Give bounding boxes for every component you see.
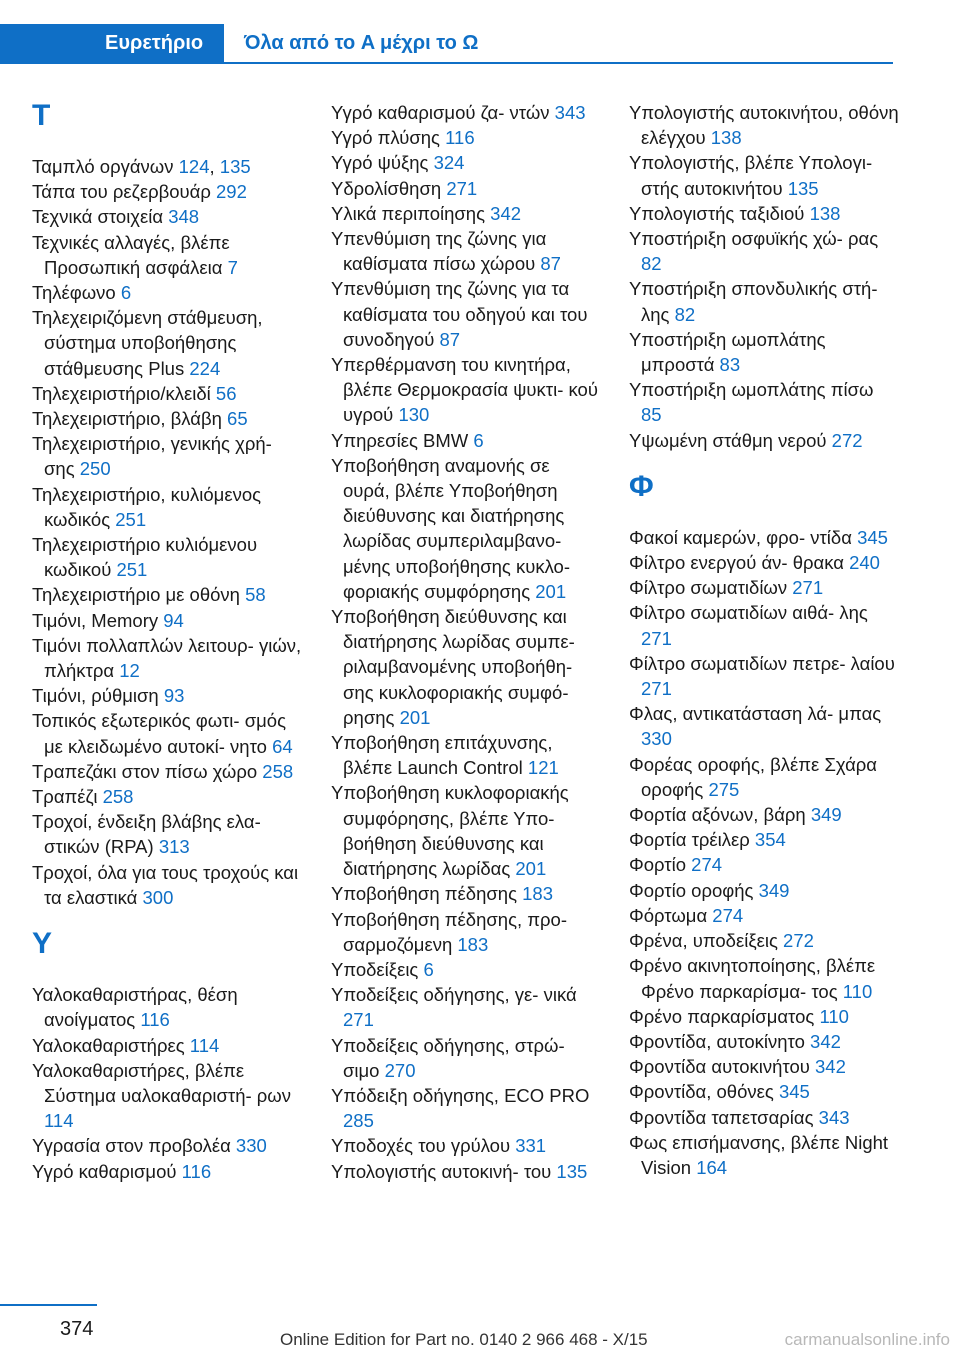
index-entry-text: Υποβοήθηση πέδησης xyxy=(331,883,523,905)
index-entry xyxy=(629,953,899,1003)
page-link[interactable]: 240 xyxy=(849,552,880,574)
index-entry-text: Τιμόνι πολλαπλών λειτουρ- γιών, πλήκτρα xyxy=(32,634,302,682)
index-entry xyxy=(331,1159,601,1184)
index-entry-text: Φορτία τρέιλερ xyxy=(629,829,755,851)
index-entry xyxy=(629,827,899,852)
page-link[interactable]: 345 xyxy=(857,526,888,548)
index-entry-text: Υψωμένη στάθμη νερού xyxy=(629,429,832,451)
index-entry xyxy=(629,327,899,377)
page-link[interactable]: 58 xyxy=(245,584,266,606)
page-link[interactable]: 271 xyxy=(343,1009,374,1031)
page-link[interactable]: 349 xyxy=(810,804,842,826)
index-entry-text: Φίλτρο ενεργού άν- θρακα xyxy=(629,552,850,574)
index-entry xyxy=(32,683,302,708)
index-entry xyxy=(32,633,302,683)
index-entry-text: Φορτίο οροφής xyxy=(629,879,759,901)
page-link[interactable]: 201 xyxy=(399,706,431,728)
page-link[interactable]: 138 xyxy=(809,202,841,224)
index-entry-text: Υποδείξεις οδήγησης, στρώ- σιμο xyxy=(331,1034,565,1081)
index-entry xyxy=(629,1079,899,1104)
index-entry-text: Υπενθύμιση της ζώνης για τα καθίσματα του οδηγού και του συνοδηγού xyxy=(331,278,588,350)
header-bar xyxy=(0,24,893,64)
index-entry-text: Υπολογιστής ταξιδιού xyxy=(629,202,810,224)
page-link[interactable]: 83 xyxy=(719,354,741,376)
index-entry-text: Φορτία αξόνων, βάρη xyxy=(629,804,811,826)
page-link[interactable]: 64 xyxy=(272,735,293,757)
page-link[interactable]: 114 xyxy=(44,1110,74,1132)
page-link[interactable]: 343 xyxy=(554,102,586,123)
index-entry-text: Υποστήριξη σπονδυλικής στή- λης xyxy=(629,278,878,325)
index-entry-text: Φροντίδα, αυτοκίνητο xyxy=(629,1030,811,1052)
index-entry xyxy=(331,604,601,730)
page-link[interactable]: 342 xyxy=(490,202,522,224)
index-entry-text: Τοπικός εξωτερικός φωτι- σμός με κλειδωμένο αυτοκί- νητο xyxy=(32,710,286,757)
footer-rule xyxy=(0,1304,97,1306)
index-entry xyxy=(629,377,899,427)
index-entry xyxy=(629,226,899,276)
index-entry xyxy=(331,730,601,780)
page-link[interactable]: 342 xyxy=(810,1030,841,1052)
index-entry-text: Υδρολίσθηση xyxy=(331,177,447,199)
index-entry-text: Φροντίδα, οθόνες xyxy=(629,1081,779,1103)
index-entry xyxy=(331,150,601,175)
page-link[interactable]: 121 xyxy=(527,757,559,779)
index-entry xyxy=(331,276,601,352)
index-entry-text: Φρένο ακινητοποίησης, βλέπε Φρένο παρκαρίσμα- τος xyxy=(629,955,876,1002)
index-entry xyxy=(629,525,899,550)
page-link[interactable]: 271 xyxy=(641,678,672,700)
index-entry-text: Τεχνικές αλλαγές, βλέπε Προσωπική ασφάλεια xyxy=(32,231,230,278)
index-entry-text: Τροχοί, όλα για τους τροχούς και τα ελαστικά xyxy=(32,861,299,908)
page-link[interactable]: 331 xyxy=(515,1135,547,1157)
index-entry xyxy=(629,428,899,453)
page-link[interactable]: 271 xyxy=(446,177,478,199)
index-column-1 xyxy=(32,100,302,1184)
index-entry xyxy=(629,1130,899,1180)
index-entry xyxy=(331,125,601,150)
index-entry-text: Τιμόνι, Memory xyxy=(32,609,164,631)
index-entry xyxy=(629,701,899,751)
index-entry xyxy=(32,280,302,305)
index-entry xyxy=(629,878,899,903)
page-link[interactable]: 354 xyxy=(754,829,786,851)
page-link[interactable]: 285 xyxy=(343,1110,374,1132)
index-entry-text: Υπολογιστής, βλέπε Υπολογι- στής αυτοκινήτου xyxy=(629,152,873,199)
index-letter-heading: Υ xyxy=(32,927,53,961)
index-entry xyxy=(331,453,601,604)
index-entry-text: Υπηρεσίες BMW xyxy=(331,429,474,451)
index-entry xyxy=(629,600,899,650)
page-link[interactable]: 135 xyxy=(787,177,819,199)
index-entry-text: Υγρό πλύσης xyxy=(331,127,446,149)
page-link[interactable]: 324 xyxy=(433,152,465,174)
page-link[interactable]: 6 xyxy=(120,282,132,304)
index-entry-text: Υποστήριξη ωμοπλάτης μπροστά xyxy=(629,328,826,376)
index-entry xyxy=(629,1105,899,1130)
watermark: carmanualsonline.info xyxy=(784,1330,950,1349)
index-entry-text: Τροχοί, ένδειξη βλάβης ελα- στικών (RPA) xyxy=(32,811,261,858)
index-entry-text: Υποβοήθηση πέδησης, προ- σαρμοζόμενη xyxy=(331,908,568,955)
index-entry-text: Υλικά περιποίησης xyxy=(331,202,491,224)
index-entry xyxy=(32,1133,302,1158)
index-entry-text: Υγρό ψύξης xyxy=(331,152,434,174)
index-entry-text: Τάπα του ρεζερβουάρ xyxy=(32,181,216,203)
page-link[interactable]: 224 xyxy=(189,357,221,379)
page-link[interactable]: 250 xyxy=(79,458,111,480)
index-entry-text: Τηλέφωνο xyxy=(32,282,121,304)
page-link[interactable]: 271 xyxy=(792,577,824,599)
index-entry-text: Τηλεχειριστήριο, βλάβη xyxy=(32,408,228,430)
page-link[interactable]: 116 xyxy=(181,1160,212,1182)
index-entry-text: Φως επισήμανσης, βλέπε Night Vision xyxy=(629,1131,889,1178)
index-entry xyxy=(629,1054,899,1079)
index-entry xyxy=(629,1029,899,1054)
index-entry-text: Τηλεχειριστήριο με οθόνη xyxy=(32,584,246,606)
page-link[interactable]: 116 xyxy=(140,1009,170,1031)
index-column-2 xyxy=(331,100,601,1184)
page-link[interactable]: 183 xyxy=(457,933,489,955)
index-entry-text: Υποστήριξη ωμοπλάτης πίσω xyxy=(629,379,874,401)
page-link[interactable]: 130 xyxy=(398,404,430,426)
index-entry xyxy=(32,1058,302,1134)
index-entry-text: Υποδείξεις xyxy=(331,958,424,980)
page-link[interactable]: 258 xyxy=(262,760,294,782)
page-link[interactable]: 348 xyxy=(168,206,200,228)
index-entry xyxy=(32,154,302,179)
page-link[interactable]: 56 xyxy=(215,382,237,404)
index-entry-text: Υποδείξεις οδήγησης, γε- νικά xyxy=(331,984,577,1006)
page-link[interactable]: 251 xyxy=(116,559,148,581)
index-entry xyxy=(331,352,601,428)
page-link[interactable]: 313 xyxy=(158,836,190,858)
index-entry xyxy=(32,708,302,758)
index-column-3 xyxy=(629,100,899,1180)
index-letter-heading: Τ xyxy=(32,99,51,132)
index-entry-text: Υαλοκαθαριστήρες, βλέπε Σύστημα υαλοκαθαριστή- ρων xyxy=(32,1059,292,1106)
index-entry xyxy=(629,575,899,600)
index-entry-text: Υγρασία στον προβολέα xyxy=(32,1135,236,1157)
page-link[interactable]: 65 xyxy=(227,408,248,430)
edition-note: Online Edition for Part no. 0140 2 966 468 - X/15 xyxy=(280,1330,648,1349)
index-entry xyxy=(629,1004,899,1029)
index-entry xyxy=(331,957,601,982)
index-entry xyxy=(32,1033,302,1058)
page-link[interactable]: 272 xyxy=(783,930,814,952)
page-link[interactable]: 201 xyxy=(515,858,547,880)
page-link[interactable]: 270 xyxy=(384,1059,416,1081)
page-link[interactable]: 251 xyxy=(115,508,147,530)
index-entry xyxy=(629,928,899,953)
page-link[interactable]: 201 xyxy=(535,580,567,602)
index-entry-text: Υποβοήθηση διεύθυνσης και διατήρησης λωρίδας συμπε- ριλαμβανομένης υποβοήθη- σης κυκλοφοριακής συμφό- ρησης xyxy=(331,606,575,728)
index-entry xyxy=(331,1133,601,1158)
page-link[interactable]: 342 xyxy=(815,1056,846,1078)
page-link[interactable]: 138 xyxy=(710,127,742,149)
page-link[interactable]: 345 xyxy=(778,1081,810,1103)
index-entry-text: Υπολογιστής αυτοκινή- του xyxy=(331,1160,557,1182)
page-link[interactable]: 258 xyxy=(102,786,134,808)
page-link[interactable]: 274 xyxy=(691,854,723,876)
index-entry-text: Τηλεχειριστήριο, κυλιόμενος κωδικός xyxy=(32,483,262,530)
index-entry xyxy=(32,809,302,859)
page-link[interactable]: 85 xyxy=(641,404,662,426)
page-link[interactable]: 124 xyxy=(178,156,210,177)
page-link[interactable]: 271 xyxy=(641,627,672,649)
index-entry xyxy=(331,428,601,453)
index-entry-text: Τηλεχειριστήριο/κλειδί xyxy=(32,382,216,404)
page-link[interactable]: 274 xyxy=(712,904,744,926)
index-entry-text: Υπενθύμιση της ζώνης για καθίσματα πίσω χώρου xyxy=(331,228,547,275)
index-entry-text: Τραπέζι xyxy=(32,786,103,808)
index-entry-text: Φορέας οροφής, βλέπε Σχάρα οροφής xyxy=(629,753,878,800)
index-entry xyxy=(331,100,601,125)
index-entry xyxy=(32,608,302,633)
index-entry-text: Φλας, αντικατάσταση λά- μπας xyxy=(629,703,882,725)
index-entry-text: Υποβοήθηση αναμονής σε ουρά, βλέπε Υποβοήθηση διεύθυνσης και διατήρησης λωρίδας συμπεριλαμβανο- μένης υποβοήθησης κυκλο- φοριακής συμφόρησης xyxy=(331,454,571,602)
page-number: 374 xyxy=(60,1318,94,1340)
index-entry-text: Φροντίδα ταπετσαρίας xyxy=(629,1106,819,1128)
index-entry xyxy=(32,482,302,532)
page-link[interactable]: 135 xyxy=(556,1160,588,1182)
index-entry-text: Τηλεχειριστήριο κυλιόμενου κωδικού xyxy=(32,534,258,581)
index-entry xyxy=(629,100,899,150)
index-entry-text: Φροντίδα αυτοκινήτου xyxy=(629,1056,816,1078)
page-link[interactable]: 183 xyxy=(522,883,554,905)
tab-a-to-z[interactable]: Όλα από το A μέχρι το Ω xyxy=(244,31,479,54)
index-entry xyxy=(331,226,601,276)
index-entry xyxy=(331,881,601,906)
index-entry-text: Υπολογιστής αυτοκινήτου, οθόνη ελέγχου xyxy=(629,102,899,149)
index-entry xyxy=(32,582,302,607)
index-entry-text: Τιμόνι, ρύθμιση xyxy=(32,685,164,707)
index-entry-text: Φακοί καμερών, φρο- ντίδα xyxy=(629,526,858,548)
index-entry xyxy=(629,150,899,200)
index-entry xyxy=(629,201,899,226)
index-entry-text: Υαλοκαθαριστήρες xyxy=(32,1034,190,1056)
index-entry-text: Υποδοχές του γρύλου xyxy=(331,1135,516,1157)
index-entry xyxy=(32,381,302,406)
index-entry-text: Τηλεχειριζόμενη στάθμευση, σύστημα υποβοήθησης στάθμευσης Plus xyxy=(32,307,263,379)
page-link[interactable]: 343 xyxy=(818,1106,850,1128)
index-entry-text: Φρένα, υποδείξεις xyxy=(629,930,784,952)
index-entry xyxy=(32,759,302,784)
index-entry xyxy=(629,903,899,928)
page-link[interactable]: 7 xyxy=(227,256,238,278)
index-entry xyxy=(331,201,601,226)
index-entry-text: Φρένο παρκαρίσματος xyxy=(629,1005,820,1027)
index-entry xyxy=(32,204,302,229)
index-entry-text: Φόρτωμα xyxy=(629,904,713,926)
page-link[interactable]: 164 xyxy=(696,1156,728,1178)
index-entry xyxy=(629,852,899,877)
index-entry xyxy=(331,780,601,881)
index-entry xyxy=(629,802,899,827)
index-entry xyxy=(331,176,601,201)
index-entry-text: Υποβοήθηση επιτάχυνσης, βλέπε Launch Control xyxy=(331,732,553,779)
page-link[interactable]: 94 xyxy=(163,609,184,631)
index-entry xyxy=(32,179,302,204)
page-link[interactable]: 82 xyxy=(674,303,696,325)
index-entry xyxy=(32,1159,302,1184)
index-entry-text: Υπόδειξη οδήγησης, ECO PRO xyxy=(331,1084,590,1106)
index-entry xyxy=(32,860,302,910)
page-separator: , xyxy=(209,156,220,177)
index-entry xyxy=(32,431,302,481)
index-entry-text: Υγρό καθαρισμού ζα- ντών xyxy=(331,102,555,123)
index-entry xyxy=(32,982,302,1032)
index-letter-heading: Φ xyxy=(629,469,654,503)
index-entry xyxy=(32,230,302,280)
index-entry-text: Υποβοήθηση κυκλοφοριακής συμφόρησης, βλέπε Υπο- βοήθηση διεύθυνσης και διατήρησης λωρίδας xyxy=(331,782,569,880)
index-entry-text: Φορτίο xyxy=(629,854,692,876)
index-entry-text: Υποστήριξη οσφυϊκής χώ- ρας xyxy=(629,228,879,250)
page-link[interactable]: 116 xyxy=(445,127,475,149)
index-entry xyxy=(331,907,601,957)
index-entry-text: Υγρό καθαρισμού xyxy=(32,1160,182,1182)
tab-index[interactable]: Ευρετήριο xyxy=(0,24,224,62)
index-entry xyxy=(331,1033,601,1083)
index-entry xyxy=(331,982,601,1032)
page-link[interactable]: 87 xyxy=(540,253,561,275)
page-link[interactable]: 292 xyxy=(216,181,247,203)
page-link[interactable]: 275 xyxy=(708,778,740,800)
index-entry xyxy=(331,1083,601,1133)
index-entry-text: Φίλτρο σωματιδίων xyxy=(629,577,793,599)
index-entry-text: Τραπεζάκι στον πίσω χώρο xyxy=(32,760,263,782)
page-link[interactable]: 110 xyxy=(819,1005,849,1027)
index-entry-text: Φίλτρο σωματιδίων πετρε- λαίου xyxy=(629,652,895,674)
index-entry-text: Τηλεχειριστήριο, γενικής χρή- σης xyxy=(32,433,272,480)
index-entry xyxy=(629,276,899,326)
index-entry-text: Υπερθέρμανση του κινητήρα, βλέπε Θερμοκρασία ψυκτι- κού υγρού xyxy=(331,354,598,426)
index-entry xyxy=(32,305,302,381)
page-link[interactable]: 12 xyxy=(119,660,140,682)
page-link[interactable]: 6 xyxy=(423,958,434,980)
index-entry xyxy=(629,550,899,575)
index-entry-text: Φίλτρο σωματιδίων αιθά- λης xyxy=(629,602,868,624)
page-link[interactable]: 114 xyxy=(189,1034,220,1056)
page-link[interactable]: 87 xyxy=(439,328,461,350)
index-entry xyxy=(629,651,899,701)
index-entry xyxy=(32,784,302,809)
page-link[interactable]: 6 xyxy=(473,429,484,451)
page-link[interactable]: 330 xyxy=(235,1135,267,1157)
page-link[interactable]: 330 xyxy=(641,728,672,750)
index-entry-text: Υαλοκαθαριστήρας, θέση ανοίγματος xyxy=(32,984,238,1031)
page-link[interactable]: 272 xyxy=(831,429,863,451)
index-entry-text: Τεχνικά στοιχεία xyxy=(32,206,169,228)
page-link[interactable]: 110 xyxy=(842,980,873,1002)
page-link[interactable]: 349 xyxy=(758,879,790,901)
index-entry xyxy=(32,406,302,431)
page-link[interactable]: 135 xyxy=(219,156,251,177)
index-entry-text: Ταμπλό οργάνων xyxy=(32,156,179,177)
page-link[interactable]: 93 xyxy=(163,685,185,707)
index-entry xyxy=(32,532,302,582)
page-link[interactable]: 300 xyxy=(142,886,174,908)
page-link[interactable]: 82 xyxy=(641,253,662,275)
index-entry xyxy=(629,752,899,802)
